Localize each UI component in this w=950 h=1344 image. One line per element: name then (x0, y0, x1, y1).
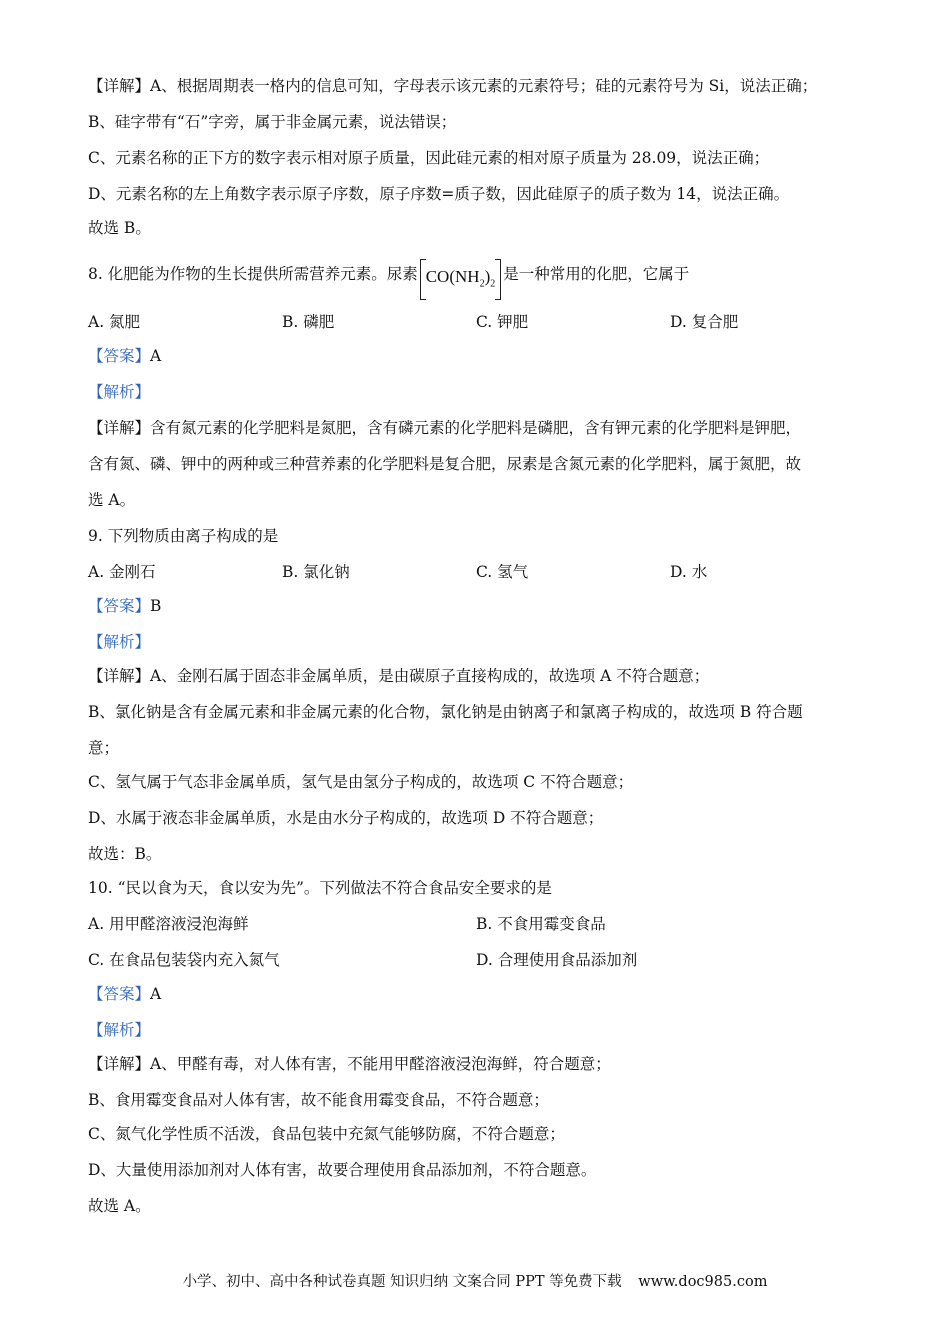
q8-stem (88, 264, 689, 294)
q8-option-b: B. 磷肥 (282, 313, 335, 331)
q7-detail-line: B、硅字带有“石”字旁，属于非金属元素，说法错误； (88, 113, 457, 131)
q10-answer (88, 984, 161, 1004)
answer-value: B (150, 597, 162, 615)
q8-option-d: D. 复合肥 (670, 313, 739, 331)
q9-option-c: C. 氢气 (476, 563, 529, 581)
answer-value: A (150, 985, 162, 1003)
answer-label: 【答案】 (88, 347, 151, 365)
q8-detail-line: 含有氮、磷、钾中的两种或三种营养素的化学肥料是复合肥，尿素是含氮元素的化学肥料，属于氮肥，故 (88, 455, 802, 473)
q10-option-a: A. 用甲醛溶液浸泡海鲜 (88, 915, 249, 933)
footer-link[interactable]: www.doc985.com (638, 1274, 768, 1290)
page-footer (0, 1270, 950, 1291)
q8-answer (88, 346, 161, 366)
q8-option-c: C. 钾肥 (476, 313, 529, 331)
q8-stem-after: 是一种常用的化肥，它属于 (503, 265, 690, 283)
q10-detail-line: C、氮气化学性质不活泼，食品包装中充氮气能够防腐，不符合题意； (88, 1125, 565, 1143)
q10-stem: 10. “民以食为天，食以安为先”。下列做法不符合食品安全要求的是 (88, 879, 552, 897)
q7-detail-line: C、元素名称的正下方的数字表示相对原子质量，因此硅元素的相对原子质量为 28.09，说法正确； (88, 149, 770, 167)
q9-detail-line: 【详解】A、金刚石属于固态非金属单质，是由碳原子直接构成的，故选项 A 不符合题意； (88, 667, 710, 685)
q9-detail-line: D、水属于液态非金属单质，水是由水分子构成的，故选项 D 不符合题意； (88, 809, 604, 827)
answer-value: A (150, 347, 162, 365)
answer-label: 【答案】 (88, 985, 151, 1003)
q7-detail-line: D、元素名称的左上角数字表示原子序数，原子序数=质子数，因此硅原子的质子数为 14，说法正确。 (88, 185, 790, 203)
q8-stem-before: 8. 化肥能为作物的生长提供所需营养元素。尿素 (88, 265, 418, 283)
q10-detail-line: B、食用霉变食品对人体有害，故不能食用霉变食品，不符合题意； (88, 1091, 549, 1109)
q10-detail-line: D、大量使用添加剂对人体有害，故要合理使用食品添加剂，不符合题意。 (88, 1161, 597, 1179)
q8-detail-line: 【详解】含有氮元素的化学肥料是氮肥，含有磷元素的化学肥料是磷肥，含有钾元素的化学肥料是钾肥， (88, 419, 802, 437)
q9-option-d: D. 水 (670, 563, 708, 581)
q9-conclusion: 故选：B。 (88, 845, 162, 863)
answer-label: 【答案】 (88, 597, 151, 615)
q9-answer (88, 596, 161, 616)
q9-stem: 9. 下列物质由离子构成的是 (88, 527, 279, 545)
q10-detail-line: 【详解】A、甲醛有毒，对人体有害，不能用甲醛溶液浸泡海鲜，符合题意； (88, 1055, 611, 1073)
q9-analysis-label: 【解析】 (88, 633, 151, 651)
q8-option-a: A. 氮肥 (88, 313, 141, 331)
q10-option-c: C. 在食品包装袋内充入氮气 (88, 951, 280, 969)
q9-option-b: B. 氯化钠 (282, 563, 350, 581)
footer-text: 小学、初中、高中各种试卷真题 知识归纳 文案合同 PPT 等免费下载 (182, 1274, 622, 1290)
q10-analysis-label: 【解析】 (88, 1021, 151, 1039)
q7-detail-line: 【详解】A、根据周期表一格内的信息可知，字母表示该元素的元素符号；硅的元素符号为 Si，说法正确； (88, 77, 818, 95)
q8-detail-line: 选 A。 (88, 491, 136, 509)
q9-detail-line: 意； (88, 739, 120, 757)
q8-analysis-label: 【解析】 (88, 383, 151, 401)
q10-conclusion: 故选 A。 (88, 1197, 151, 1215)
q9-detail-line: B、氯化钠是含有金属元素和非金属元素的化合物，氯化钠是由钠离子和氯离子构成的，故选项 B 符合题 (88, 703, 803, 721)
q10-option-b: B. 不食用霉变食品 (476, 915, 606, 933)
q9-option-a: A. 金刚石 (88, 563, 156, 581)
q9-detail-line: C、氢气属于气态非金属单质，氢气是由氢分子构成的，故选项 C 不符合题意； (88, 773, 634, 791)
urea-formula: $CO(NH_2)_2$ (420, 267, 502, 294)
q10-option-d: D. 合理使用食品添加剂 (476, 951, 638, 969)
q7-conclusion: 故选 B。 (88, 219, 151, 237)
